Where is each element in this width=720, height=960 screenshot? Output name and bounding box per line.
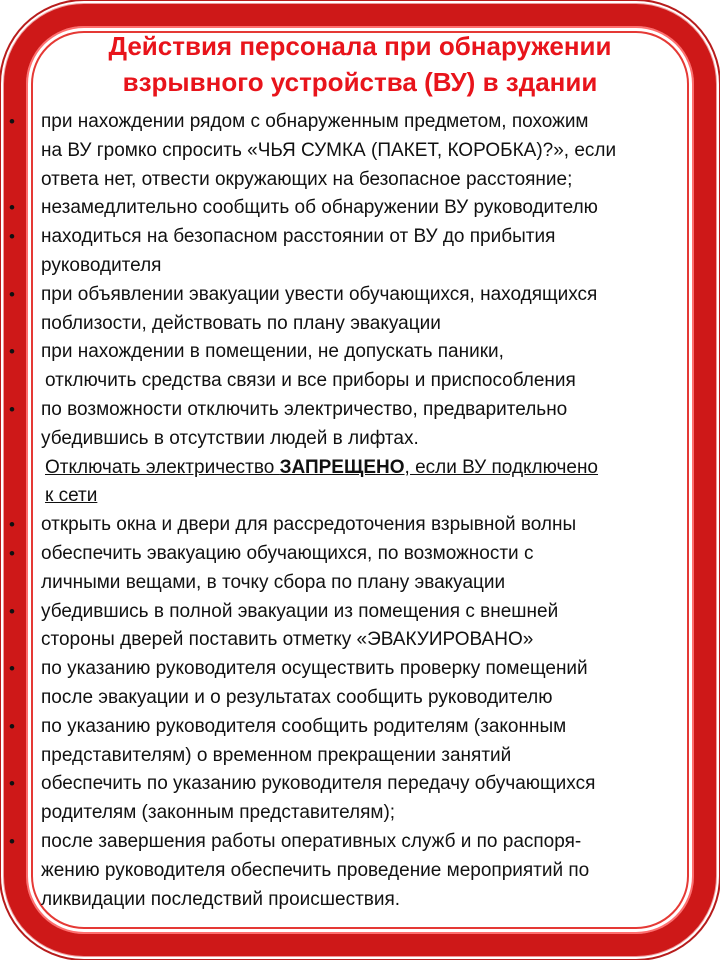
bullet-icon: • — [9, 543, 15, 563]
title-line-1: Действия персонала при обнаружении — [108, 31, 612, 61]
bullet-icon: • — [9, 227, 15, 247]
list-item-8 — [0, 540, 720, 598]
list-item-2 — [0, 194, 720, 223]
bullet-icon: • — [9, 601, 15, 621]
item-3-line-1: находиться на безопасном расстоянии от ВУ до прибытия — [41, 226, 556, 248]
item-1-line-3: ответа нет, отвести окружающих на безопасное расстояние; — [41, 168, 573, 190]
bullet-icon: • — [9, 659, 15, 679]
item-13-line-2: жению руководителя обеспечить проведение мероприятий по — [41, 859, 590, 881]
item-9-line-2: стороны дверей поставить отметку «ЭВАКУИРОВАНО» — [41, 629, 534, 651]
item-9-line-1: убедившись в полной эвакуации из помещения с внешней — [41, 600, 559, 622]
list-item-9 — [0, 598, 720, 656]
item-8-line-1: обеспечить эвакуацию обучающихся, по возможности с — [41, 542, 534, 564]
list-item-13 — [0, 828, 720, 914]
list-item-3 — [0, 223, 720, 281]
bullet-icon: • — [9, 716, 15, 736]
bullet-icon: • — [9, 515, 15, 535]
item-1-line-1: при нахождении рядом с обнаруженным предметом, похожим — [41, 111, 589, 132]
item-11-line-2: представителям) о временном прекращении занятий — [41, 744, 512, 766]
bullet-icon: • — [9, 198, 15, 218]
page-title — [40, 28, 680, 100]
instructions-list — [0, 108, 720, 914]
title-line-2: взрывного устройства (ВУ) в здании — [122, 67, 598, 97]
item-6-line-2: убедившись в отсутствии людей в лифтах. — [41, 427, 419, 449]
bullet-icon: • — [9, 399, 15, 419]
item-13-line-1: после завершения работы оперативных служб и по распоря- — [41, 830, 582, 852]
item-12-line-1: обеспечить по указанию руководителя передачу обучающихся — [41, 773, 596, 795]
item-4-line-1: при объявлении эвакуации увести обучающихся, находящихся — [41, 283, 598, 305]
item-10-line-1: по указанию руководителя осуществить проверку помещений — [41, 658, 588, 680]
warning-note-line-1 — [45, 454, 720, 483]
item-5-line-2: отключить средства связи и все приборы и приспособления — [45, 370, 576, 392]
warning-note-forbidden: ЗАПРЕЩЕНО — [279, 456, 405, 478]
list-item-7 — [0, 511, 720, 540]
item-8-line-2: личными вещами, в точку сбора по плану эвакуации — [41, 571, 506, 593]
item-4-line-2: поблизости, действовать по плану эвакуации — [41, 312, 441, 334]
item-7-line-1: открыть окна и двери для рассредоточения взрывной волны — [41, 514, 577, 536]
item-6-line-1: по возможности отключить электричество, предварительно — [41, 398, 568, 420]
warning-note-post: , если ВУ подключено — [404, 456, 599, 478]
list-item-1 — [0, 108, 720, 194]
list-item-6 — [0, 396, 720, 454]
item-1-line-2: на ВУ громко спросить «ЧЬЯ СУМКА (ПАКЕТ, КОРОБКА)?», если — [41, 139, 617, 161]
item-13-line-3: ликвидации последствий происшествия. — [41, 888, 401, 910]
list-item-4 — [0, 281, 720, 339]
item-10-line-2: после эвакуации и о результатах сообщить руководителю — [41, 686, 553, 708]
warning-note — [0, 454, 720, 512]
list-item-12 — [0, 770, 720, 828]
item-11-line-1: по указанию руководителя сообщить родителям (законным — [41, 715, 567, 737]
bullet-icon: • — [9, 342, 15, 362]
warning-note-pre: Отключать электричество — [45, 456, 280, 478]
list-item-5 — [0, 338, 720, 396]
bullet-icon: • — [9, 831, 15, 851]
bullet-icon: • — [9, 284, 15, 304]
item-12-line-2: родителям (законным представителям); — [41, 802, 396, 824]
bullet-icon: • — [9, 774, 15, 794]
bullet-icon: • — [9, 112, 15, 131]
list-item-10 — [0, 655, 720, 713]
item-5-line-1: при нахождении в помещении, не допускать паники, — [41, 341, 504, 363]
warning-note-line-2: к сети — [45, 485, 98, 507]
list-item-11 — [0, 713, 720, 771]
item-3-line-2: руководителя — [41, 254, 162, 276]
item-2-line-1: незамедлительно сообщить об обнаружении ВУ руководителю — [41, 197, 598, 219]
